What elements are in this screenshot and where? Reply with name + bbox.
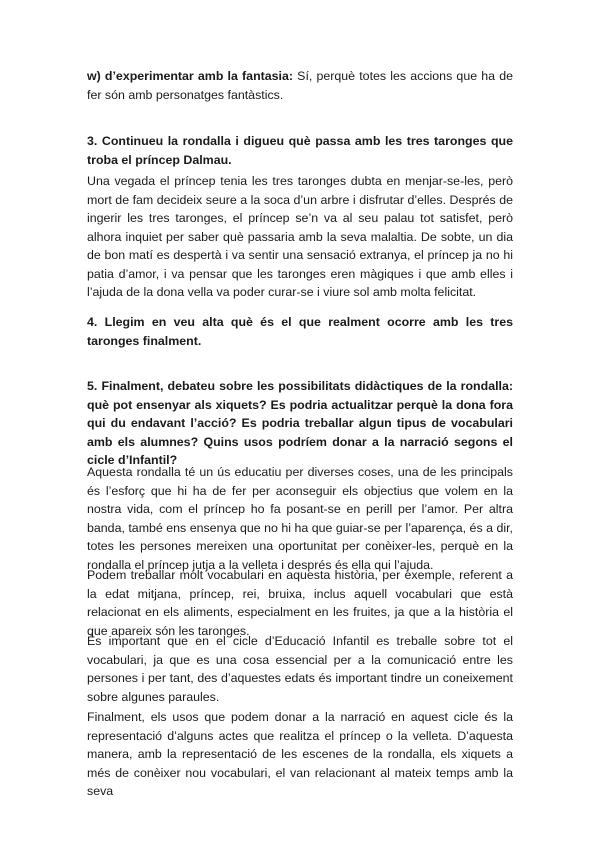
answer-3: Una vegada el príncep tenia les tres taronges dubta en menjar-se-les, però mort de fam decideix seure a la soca d’un arbre i disfrutar d’elles. Després de ingerir les tres taronges, el príncep se’n va al seu palau tot satisfet, però alhora inquiet per saber què passaria amb la seva malaltia. De sobte, un dia de bon matí es despertà i va sentir una sensació extranya, el príncep ja no hi patia d’amor, i va pensar que les taronges eren màgiques i que amb elles i l’ajuda de la dona vella va poder curar-se i viure sol amb molta felicitat. <box>87 174 513 299</box>
answer-5-paragraph-2: Podem treballar molt vocabulari en aquesta història, per exemple, referent a la edat mitjana, príncep, rei, bruixa, inclus aquell vocabulari que està relacionat en els aliments, especialment en les fruites, ja que a la història el que apareix són les taronges. <box>87 568 513 638</box>
answer-5-paragraph-1: Aquesta rondalla té un ús educatiu per diverses coses, una de les principals és l’esforç que hi ha de fer per aconseguir els objectius que volem en la nostra vida, com el príncep ho fa posant-se en perill per l’amor. Per altra banda, també ens ensenya que no hi ha que guiar-se per l’aparença, és a dir, totes les persones mereixen una oportunitat per conèixer-les, perquè en la rondalla el príncep jutja a la velleta i després és ella qui l’ajuda. <box>87 465 513 572</box>
answer-5-paragraph-4: Finalment, els usos que podem donar a la narració en aquest cicle és la representació d’alguns actes que realitza el príncep o la velleta. D’aquesta manera, amb la representació de les escenes de la rondalla, els xiquets a més de conèixer nou vocabulari, el van relacionant al mateix temps amb la seva <box>87 710 513 798</box>
question-5: 5. Finalment, debateu sobre les possibilitats didàctiques de la rondalla: què pot ensenyar als xiquets? Es podria actualitzar perquè la dona fora qui du endavant l’acció? Es podria treballar algun tipus de vocabulari amb els alumnes? Quins usos podríem donar a la narració segons el cicle d’Infantil? <box>87 379 513 467</box>
item-w-label: w) d’experimentar amb la fantasia: <box>87 69 294 83</box>
question-4: 4. Llegim en veu alta què és el que realment ocorre amb les tres taronges finalment. <box>87 315 513 348</box>
question-3: 3. Continueu la rondalla i digueu què passa amb les tres taronges que troba el príncep Dalmau. <box>87 134 513 167</box>
answer-5-paragraph-3: És important que en el cicle d’Educació Infantil es treballe sobre tot el vocabulari, ja que es una cosa essencial per a la comunicació entre les persones i per tant, des d’aquestes edats és important tindre un coneixement sobre algunes paraules. <box>87 634 513 704</box>
item-w-paragraph <box>87 67 513 104</box>
item-w-answer: Sí, perquè totes les accions que ha de fer són amb personatges fantàstics. <box>87 69 513 102</box>
